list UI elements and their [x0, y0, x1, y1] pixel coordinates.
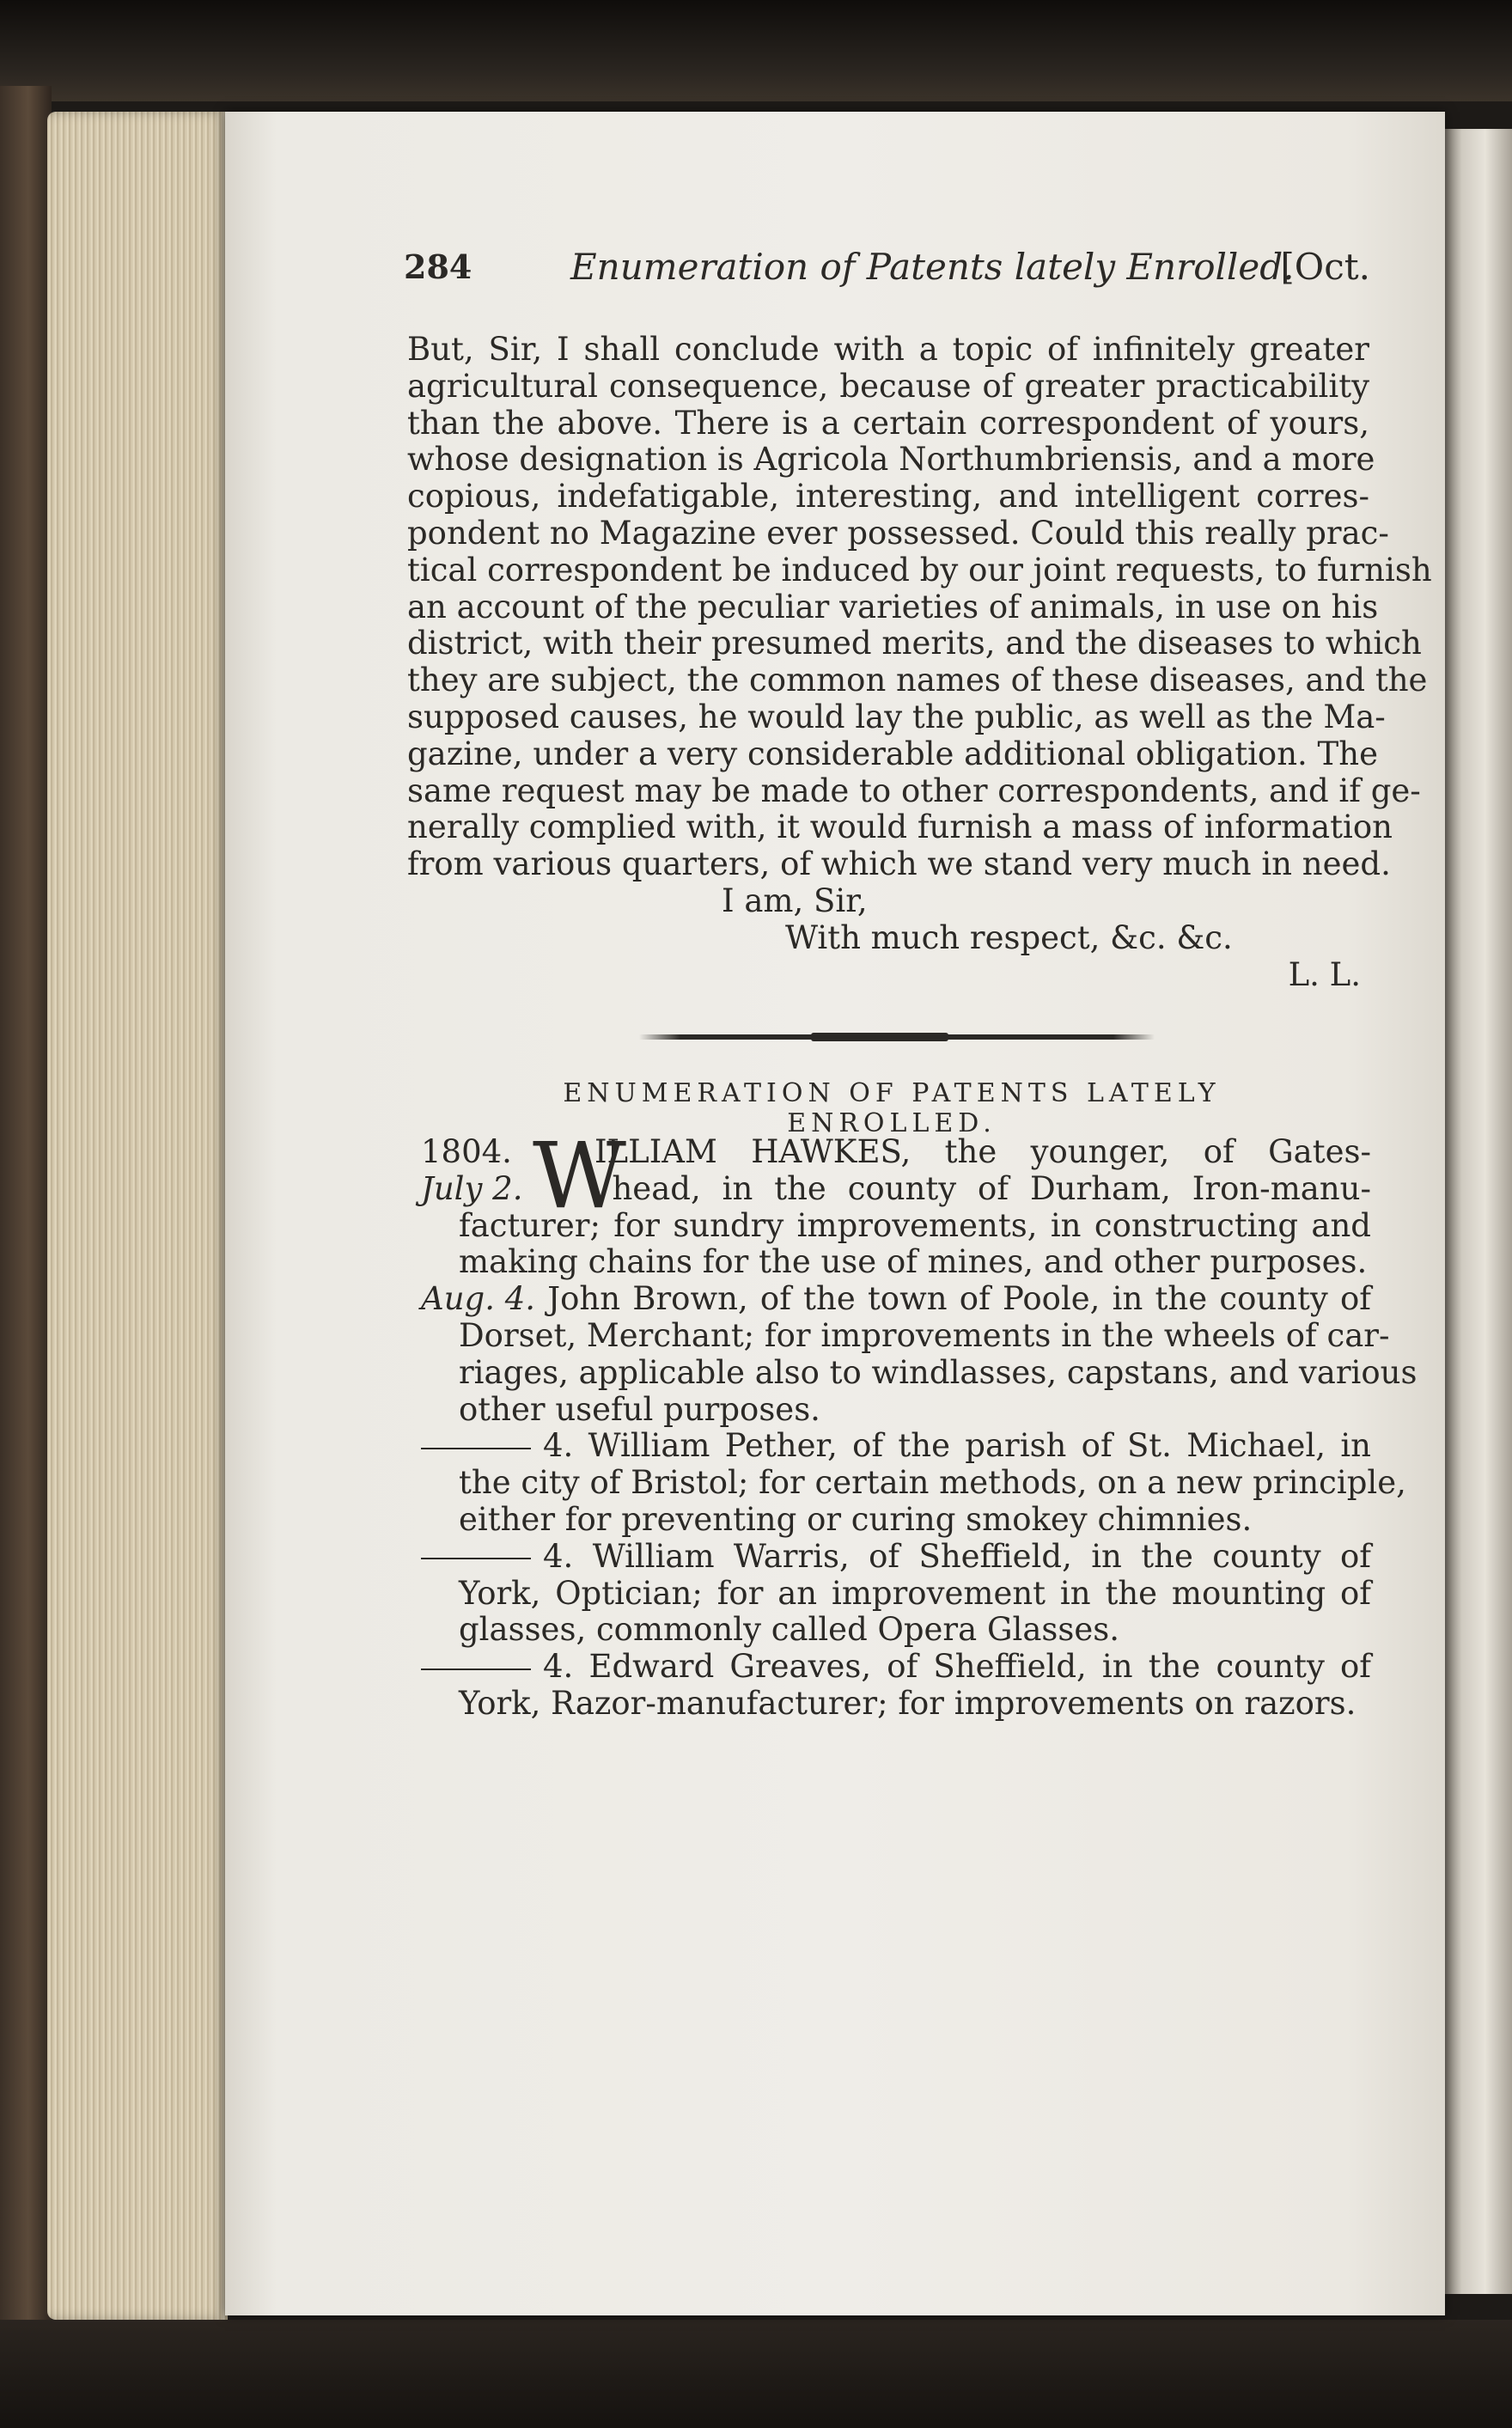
letter-line: they are subject, the common names of these diseases, and the — [407, 662, 1428, 699]
letter-line: pondent no Magazine ever possessed. Could this really prac- — [407, 514, 1389, 552]
entry-line: glasses, commonly called Opera Glasses. — [459, 1611, 1120, 1649]
entry-year: 1804. — [421, 1133, 512, 1170]
letter-line: from various quarters, of which we stand very much in need. — [407, 845, 1391, 883]
signature: L. L. — [1288, 955, 1361, 993]
entry-line: facturer; for sundry improvements, in constructing and — [459, 1206, 1371, 1244]
letter-line: an account of the peculiar varieties of animals, in use on his — [407, 588, 1379, 625]
header-month: [Oct. — [1280, 246, 1370, 288]
entry-text: head, in the county of Durham, Iron-manu- — [612, 1169, 1371, 1207]
letter-line: supposed causes, he would lay the public, as well as the Ma- — [407, 698, 1386, 735]
entry-text: William Pether, of the parish of St. Michael, in — [588, 1427, 1371, 1465]
entry-text: ILLIAM HAWKES, the younger, of Gates- — [594, 1133, 1371, 1170]
entry-line: making chains for the use of mines, and other purposes. — [459, 1243, 1368, 1281]
page-fore-edge — [47, 112, 228, 2320]
section-divider — [639, 1034, 1155, 1040]
letter-line: than the above. There is a certain correspondent of yours, — [407, 404, 1369, 442]
running-title: Enumeration of Patents lately Enrolled. — [570, 246, 1295, 288]
facing-page-edge — [1445, 129, 1512, 2294]
patent-entry-warris — [421, 1539, 1371, 1649]
letter-line: whose designation is Agricola Northumbriensis, and a more — [407, 441, 1375, 479]
section-title: ENUMERATION OF PATENTS LATELY ENROLLED. — [563, 1078, 1221, 1138]
patent-entry-pether — [421, 1427, 1406, 1538]
entry-day: 4. — [543, 1537, 574, 1575]
entry-line: York, Optician; for an improvement in the mounting of — [459, 1574, 1371, 1612]
page-number: 284 — [404, 247, 472, 286]
running-header — [404, 246, 1370, 297]
ditto-dash — [421, 1668, 531, 1670]
entry-line — [421, 1539, 1371, 1576]
letter-body — [407, 331, 1432, 993]
patent-entry-hawkes — [421, 1123, 1371, 1281]
letter-line: same request may be made to other correspondents, and if ge- — [407, 772, 1421, 809]
entry-text: William Warris, of Sheffield, in the county of — [592, 1537, 1371, 1575]
entry-line: riages, applicable also to windlasses, capstans, and various — [459, 1353, 1418, 1391]
letter-line: district, with their presumed merits, and the diseases to which — [407, 625, 1422, 662]
entry-text: Edward Greaves, of Sheffield, in the county of — [588, 1648, 1372, 1686]
letter-line: gazine, under a very considerable additional obligation. The — [407, 735, 1378, 772]
closing-respect: With much respect, &c. &c. — [785, 918, 1233, 956]
entry-date: July 2. — [421, 1169, 523, 1207]
entry-line: York, Razor-manufacturer; for improvements on razors. — [459, 1684, 1357, 1722]
entry-text: John Brown, of the town of Poole, in the county of — [547, 1280, 1371, 1318]
ditto-dash — [421, 1448, 531, 1449]
patent-entry-brown — [421, 1280, 1418, 1428]
entry-date: Aug. 4. — [421, 1280, 536, 1318]
patent-entries — [421, 1123, 1418, 1723]
letter-line: copious, indefatigable, interesting, and intelligent corres- — [407, 478, 1369, 515]
book-cover-top — [0, 0, 1512, 101]
entry-line — [421, 1281, 1371, 1318]
entry-line: the city of Bristol; for certain methods, on a new principle, — [459, 1464, 1406, 1502]
closing-salutation: I am, Sir, — [722, 882, 868, 919]
letter-line: nerally complied with, it would furnish a mass of information — [407, 808, 1393, 846]
entry-line: either for preventing or curing smokey chimnies. — [459, 1500, 1253, 1538]
entry-line: Dorset, Merchant; for improvements in the wheels of car- — [459, 1316, 1390, 1354]
ditto-dash — [421, 1558, 531, 1559]
letter-line: agricultural consequence, because of greater practicability — [407, 367, 1369, 405]
patent-entry-greaves — [421, 1649, 1371, 1723]
entry-day: 4. — [543, 1427, 574, 1465]
letter-line: tical correspondent be induced by our joint requests, to furnish — [407, 551, 1432, 589]
drop-cap: W — [533, 1123, 626, 1229]
entry-day: 4. — [543, 1648, 574, 1686]
entry-line: other useful purposes. — [459, 1390, 820, 1428]
letter-line: But, Sir, I shall conclude with a topic of infinitely greater — [407, 331, 1369, 368]
book-cover-left — [0, 86, 52, 2388]
book-bottom — [0, 2320, 1512, 2428]
entry-line — [421, 1649, 1371, 1686]
entry-line — [421, 1428, 1371, 1465]
